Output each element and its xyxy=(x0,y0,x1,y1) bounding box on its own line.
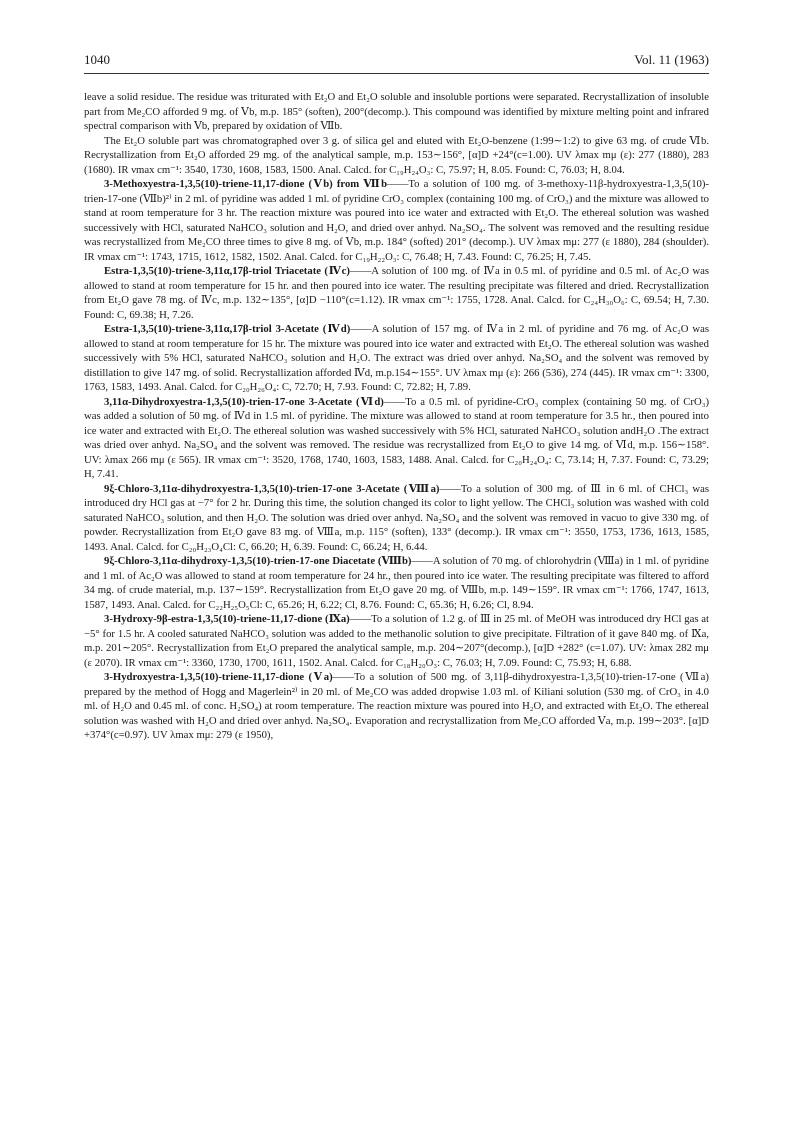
compound-title: Estra-1,3,5(10)-triene-3,11α,17β-triol 3-Acetate (Ⅳd) xyxy=(104,323,351,335)
paragraph-7: 9ξ-Chloro-3,11α-dihydroxyestra-1,3,5(10)-trien-17-one 3-Acetate (Ⅷa)——To a solution of 300 mg. of Ⅲ in 6 ml. of CHCl₃ was introduced dry HCl gas at −7° for 2 hr. During this time, the solution changed its color to light yellow. The CHCl₃ solution was washed with cold saturated NaHCO₃ solution, and then H₂O. The solution was dried over anhyd. Na₂SO₄ and the solvent was removed in vacuo to give 330 mg. of powder. Recrystallization from Et₂O gave 83 mg. of Ⅷa, m.p. 115° (soften), 133° (decomp.). IR νmax cm⁻¹: 3550, 1753, 1736, 1613, 1585, 1493. Anal. Calcd. for C₂₀H₂₃O₄Cl: C, 66.20; H, 6.39. Found: C, 66.24; H, 6.44. xyxy=(84,482,709,553)
paragraph-6: 3,11α-Dihydroxyestra-1,3,5(10)-trien-17-one 3-Acetate (Ⅵd)——To a 0.5 ml. of pyridine-CrO₃ complex (containing 50 mg. of CrO₃) was added a solution of 50 mg. of Ⅳd in 1.5 ml. of pyridine. The mixture was allowed to stand at room temperature for 3.5 hr., then poured into ice water and extracted with Et₂O. The ethereal solution was washed successively with 5% HCl, saturated NaHCO₃ solution andH₂O .The extract was dried over anhyd. Na₂SO₄ and the solvent was removed. The residue was recrystallized from Et₂O to give 14 mg. of Ⅵd, m.p. 156∼158°. UV: λmax 266 mμ (ε 565). IR νmax cm⁻¹: 3520, 1768, 1740, 1603, 1583, 1488. Anal. Calcd. for C₂₀H₂₄O₄: C, 73.14; H, 7.37. Found: C, 73.29; H, 7.41. xyxy=(84,395,709,480)
compound-title: 9ξ-Chloro-3,11α-dihydroxy-1,3,5(10)-trien-17-one Diacetate (Ⅷb) xyxy=(104,555,412,567)
page-number: 1040 xyxy=(84,52,110,67)
compound-title: 3,11α-Dihydroxyestra-1,3,5(10)-trien-17-one 3-Acetate (Ⅵd) xyxy=(104,395,384,408)
paragraph-8: 9ξ-Chloro-3,11α-dihydroxy-1,3,5(10)-trien-17-one Diacetate (Ⅷb)——A solution of 70 mg. of chlorohydrin (Ⅷa) in 1 ml. of pyridine and 1 ml. of Ac₂O was allowed to stand at room temperature for 24 hr., then poured into ice water. The resulting precipitate was filtered to afford 34 mg. of crude material, m.p. 137∼159°. Recrystallization from Et₂O gave 20 mg. of Ⅷb, m.p. 149∼159°. IR νmax cm⁻¹: 1766, 1747, 1613, 1587, 1493. Anal. Calcd. for C₂₂H₂₅O₅Cl: C, 65.26; H, 6.22; Cl, 8.76. Found: C, 65.36; H, 6.26; Cl, 8.94. xyxy=(84,555,709,611)
compound-title: 3-Methoxyestra-1,3,5(10)-triene-11,17-dione (Ⅴb) from Ⅶb xyxy=(104,178,388,190)
paragraph-3: 3-Methoxyestra-1,3,5(10)-triene-11,17-dione (Ⅴb) from Ⅶb——To a solution of 100 mg. of 3-methoxy-11β-hydroxyestra-1,3,5(10)-trien-17-one (Ⅶb)²⁾ in 2 ml. of pyridine was added 1 ml. of pyridine CrO₃ complex (containing 100 mg. of CrO₃) and the mixture was allowed to stand at room temperature for 3 hr. The reaction mixture was poured into ice water and extracted with Et₂O. The ethereal solution was washed successively with HCl, saturated NaHCO₃ solution and H₂O, and dried over anhyd. Na₂SO₄. The solvent was removed and the resulting residue was recrystallized from Me₂CO three times to give 8 mg. of Ⅴb, m.p. 184° (softed) 201° (decomp.). UV λmax mμ: 277 (ε 1880), 284 (shoulder). IR νmax cm⁻¹: 1743, 1715, 1612, 1582, 1502. Anal. Calcd. for C₁₉H₂₂O₃: C, 76.48; H, 7.43. Found: C, 76.25; H, 7.45. xyxy=(84,178,709,263)
paragraph-4: Estra-1,3,5(10)-triene-3,11α,17β-triol Triacetate (Ⅳc)——A solution of 100 mg. of Ⅳa in 0.5 ml. of pyridine and 0.5 ml. of Ac₂O was allowed to stand at room temperature for 15 hr. and then poured into ice water. The resulting precipitate was filtered and dried. Recrystallization from Et₂O gave 78 mg. of Ⅳc, m.p. 132∼135°, [α]D −110°(c=1.12). IR νmax cm⁻¹: 1755, 1728. Anal. Calcd. for C₂₄H₃₀O₆: C, 69.54; H, 7.30. Found: C, 69.38; H, 7.26. xyxy=(84,265,710,321)
compound-title: Estra-1,3,5(10)-triene-3,11α,17β-triol Triacetate (Ⅳc) xyxy=(104,265,350,277)
paragraph-9: 3-Hydroxy-9β-estra-1,3,5(10)-triene-11,17-dione (Ⅸa)——To a solution of 1.2 g. of Ⅲ in 25 ml. of MeOH was introduced dry HCl gas at −5° for 1.5 hr. A cooled saturated NaHCO₃ solution was added to the methanolic solution to give precipitate. Filtration of it gave 840 mg. of Ⅸa, m.p. 201∼205°. Recrystallization from Et₂O prepared the analytical sample, m.p. 204∼207°(decomp.), [α]D +282° (c=1.07). UV: λmax 282 mμ (ε 2070). IR νmax cm⁻¹: 3360, 1730, 1700, 1611, 1502. Anal. Calcd. for C₁₈H₂₀O₃: C, 76.03; H, 7.09. Found: C, 75.93; H, 6.88. xyxy=(84,613,709,669)
volume-label: Vol. 11 (1963) xyxy=(634,52,709,67)
paragraph-10: 3-Hydroxyestra-1,3,5(10)-triene-11,17-dione (Ⅴa)——To a solution of 500 mg. of 3,11β-dihydroxyestra-1,3,5(10)-trien-17-one (Ⅶa) prepared by the method of Hogg and Magerlein²⁾ in 20 ml. of Me₂CO was added dropwise 1.03 ml. of Kiliani solution (530 mg. of CrO₃ in 4.0 ml. of H₂O and 0.45 ml. of conc. H₂SO₄) at room temperature. The reaction mixture was poured into H₂O, and extracted with Et₂O. The ethereal solution was washed with H₂O and dried over anhyd. Na₂SO₄. Evaporation and recrystallization from Me₂CO afforded Ⅴa, m.p. 199∼203°. [α]D +374°(c=0.97). UV λmax mμ: 279 (ε 1950), xyxy=(84,671,709,741)
article-body xyxy=(84,90,709,743)
paragraph-1: leave a solid residue. The residue was triturated with Et₂O and Et₂O soluble and insoluble portions were separated. Recrystallization of insoluble part from Me₂CO afforded 9 mg. of Ⅴb, m.p. 185° (soften), 200°(decomp.). This compound was identified by mixture melting point and infrared spectral comparison with Ⅴb, prepared by oxidation of Ⅶb. xyxy=(84,91,709,132)
compound-title: 3-Hydroxyestra-1,3,5(10)-triene-11,17-dione (Ⅴa) xyxy=(104,671,333,683)
page-header xyxy=(84,52,709,74)
compound-title: 9ξ-Chloro-3,11α-dihydroxyestra-1,3,5(10)-trien-17-one 3-Acetate (Ⅷa) xyxy=(104,482,440,495)
paragraph-5: Estra-1,3,5(10)-triene-3,11α,17β-triol 3-Acetate (Ⅳd)——A solution of 157 mg. of Ⅳa in 2 ml. of pyridine and 76 mg. of Ac₂O was allowed to stand at room temperature for 15 hr. The mixture was poured into ice water and extracted with Et₂O. The ethereal solution was washed successively with 5% HCl, saturated NaHCO₃ solution and H₂O. The extract was dried over anhyd. Na₂SO₄ and the solvent was removed by distillation to give 147 mg. of solid. Recrystallization afforded Ⅳd, m.p.154∼155°. UV λmax mμ (ε): 266 (536), 274 (445). IR νmax cm⁻¹: 3300, 1763, 1583, 1493. Anal. Calcd. for C₂₀H₂₆O₄: C, 72.70; H, 7.93. Found: C, 72.82; H, 7.89. xyxy=(84,323,709,393)
paragraph-2: The Et₂O soluble part was chromatographed over 3 g. of silica gel and eluted with Et₂O-benzene (1:99∼1:2) to give 63 mg. of crude Ⅵb. Recrystallization from Et₂O afforded 29 mg. of the analytical sample, m.p. 153∼156°, [α]D +24°(c=1.00). UV λmax mμ (ε): 277 (1880), 283 (1680). IR νmax cm⁻¹: 3540, 1730, 1608, 1583, 1500. Anal. Calcd. for C₁₉H₂₄O₃: C, 75.97; H, 8.05. Found: C, 76.03; H, 8.04. xyxy=(84,134,709,176)
compound-title: 3-Hydroxy-9β-estra-1,3,5(10)-triene-11,17-dione (Ⅸa) xyxy=(104,613,350,625)
